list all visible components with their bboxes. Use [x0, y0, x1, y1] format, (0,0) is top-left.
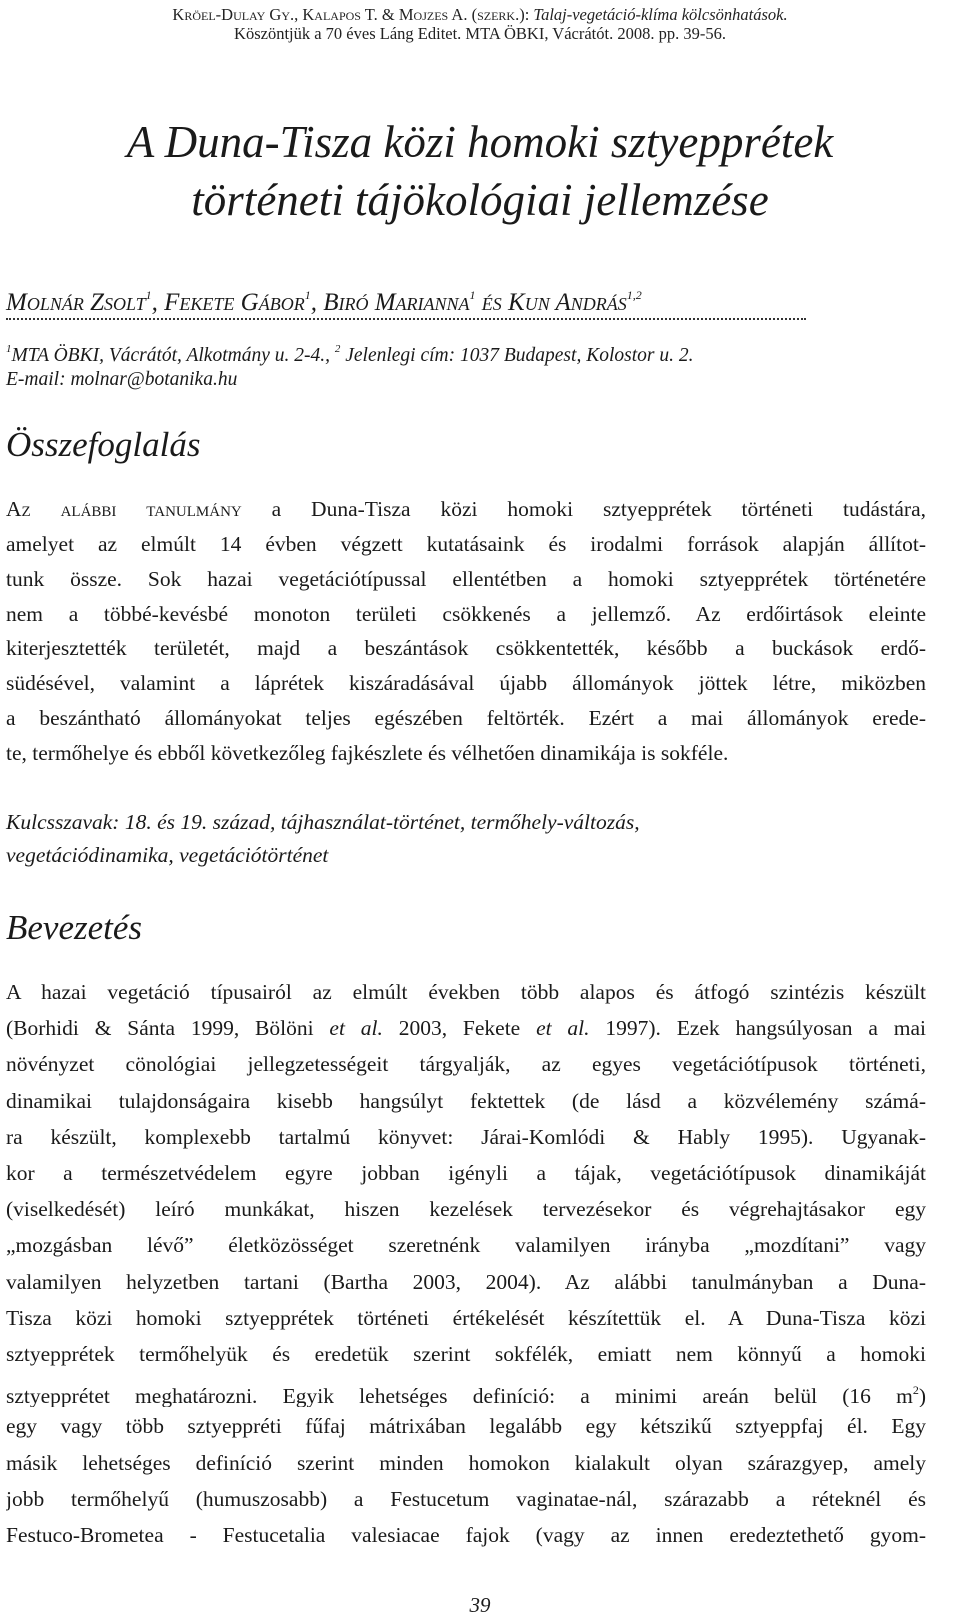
text-line	[6, 701, 926, 735]
text-line	[6, 631, 926, 665]
text-segment: egy vagy több sztyeppréti fűfaj mátrixában legalább egy kétszikű sztyeppfaj él. Egy	[6, 1414, 926, 1439]
text-line	[6, 1409, 926, 1443]
text-line	[6, 1192, 926, 1226]
text-segment: A hazai vegetáció típusairól az elmúlt években több alapos és átfogó szintézis készült	[6, 980, 926, 1004]
text-line	[6, 562, 926, 596]
author-affiliation-marker: 1,2	[626, 288, 642, 302]
text-segment: te, termőhelye és ebből következőleg fajkészlete és vélhetően dinamikája is sokféle.	[6, 740, 729, 765]
keywords-line-1: Kulcsszavak: 18. és 19. század, tájhasználat-történet, termőhely-változás,	[6, 810, 640, 834]
running-header-line-2: Köszöntjük a 70 éves Láng Editet. MTA ÖBKI, Vácrátót. 2008. pp. 39-56.	[234, 24, 726, 43]
text-line	[6, 1156, 926, 1190]
text-line	[6, 1047, 926, 1081]
italic-segment: et al.	[329, 1016, 383, 1041]
introduction-heading: Bevezetés	[6, 908, 143, 947]
text-segment: jobb termőhelyű (humuszosabb) a Festucetum vaginatae-nál, szárazabb a réteknél és	[6, 1486, 926, 1511]
email-address: E-mail: molnar@botanika.hu	[6, 369, 238, 390]
text-segment: südésével, valamint a láprétek kiszáradásával újabb állományok jöttek létre, miközben	[6, 671, 926, 696]
author-affiliation-marker: 1	[145, 288, 152, 302]
text-segment: 1997). Ezek hangsúlyosan a mai	[589, 1016, 926, 1041]
text-segment: sztyepprétek termőhelyük és eredetük szerint sokfélék, emiatt nem könnyű a homoki	[6, 1342, 926, 1366]
text-line	[6, 1482, 926, 1516]
header-editors: Kröel-Dulay Gy., Kalapos T. & Mojzes A. (szerk.):	[172, 5, 530, 24]
text-line	[6, 736, 926, 770]
text-segment: )	[918, 1384, 926, 1408]
text-line	[6, 1228, 926, 1262]
text-line	[6, 975, 926, 1009]
text-line	[6, 1337, 926, 1371]
text-segment: „mozgásban lévő” életközösséget szeretnénk valamilyen irányba „mozdítani” vagy	[6, 1233, 926, 1258]
superscript: 2	[912, 1383, 919, 1398]
text-line	[6, 1265, 926, 1299]
text-segment: dinamikai tulajdonságaira kisebb hangsúlyt fektettek (de lásd a közvélemény számá-	[6, 1088, 926, 1113]
author-name: Fekete Gábor	[164, 289, 305, 316]
text-segment: sztyepprétet meghatározni. Egyik lehetséges definíció: a minimi areán belül (16 m	[6, 1384, 913, 1408]
text-line	[6, 1301, 926, 1335]
text-line	[6, 1446, 926, 1480]
text-segment: növényzet cönológiai jellegzetességeit tárgyalják, az egyes vegetációtípusok történeti,	[6, 1052, 926, 1077]
author-separator: ,	[151, 289, 165, 316]
text-segment: nem a többé-kevésbé monoton területi csökkenés a jellemző. Az erdőirtások eleinte	[6, 601, 926, 626]
running-header-line-1	[0, 5, 960, 25]
affiliation-marker-1: 1	[6, 343, 12, 355]
text-line	[6, 1373, 926, 1407]
author-affiliation-marker: 1	[304, 288, 311, 302]
text-segment: (viselkedését) leíró munkákat, hiszen kezelések tervezésekor és végrehajtásakor egy	[6, 1197, 926, 1222]
text-segment: kor a természetvédelem egyre jobban igényli a tájak, vegetációtípusok dinamikáját	[6, 1161, 926, 1185]
text-line	[6, 1011, 926, 1045]
paper-title-line-1: A Duna-Tisza közi homoki sztyepprétek	[126, 117, 834, 167]
text-segment: amelyet az elmúlt 14 évben végzett kutatásaink és irodalmi források alapján állítot-	[6, 531, 926, 556]
text-segment: (Borhidi & Sánta 1999, Bölöni	[6, 1016, 330, 1041]
text-line	[6, 492, 926, 526]
text-segment: kiterjesztették területét, majd a beszántások csökkentették, később a buckások erdő-	[6, 636, 926, 661]
author-affiliation-marker: 1	[469, 288, 476, 302]
affiliation	[6, 335, 946, 370]
keywords-line-2: vegetációdinamika, vegetációtörténet	[6, 843, 329, 867]
text-segment: a beszántható állományokat teljes egészében feltörték. Ezért a mai állományok erede-	[6, 706, 926, 731]
affiliation-marker-2: 2	[334, 343, 341, 355]
text-segment: tunk össze. Sok hazai vegetációtípussal ellentétben a homoki sztyepprétek történetére	[6, 566, 926, 591]
text-line	[6, 1518, 926, 1552]
text-segment: valamilyen helyzetben tartani (Bartha 2003, 2004). Az alábbi tanulmányban a Duna-	[6, 1269, 926, 1294]
abstract-lead-in: Az alábbi tanulmány	[6, 497, 242, 521]
author-name: Kun András	[508, 289, 627, 316]
text-line	[6, 527, 926, 561]
author-separator: és	[475, 289, 509, 316]
author-name: Biró Marianna	[323, 289, 470, 316]
page-number: 39	[469, 1593, 491, 1617]
text-segment: a Duna-Tisza közi homoki sztyepprétek történeti tudástára,	[241, 497, 926, 521]
text-line	[6, 1120, 926, 1154]
author-name: Molnár Zsolt	[6, 289, 146, 316]
author-separator: ,	[310, 289, 324, 316]
paper-title-line-2: történeti tájökológiai jellemzése	[191, 175, 769, 225]
text-segment: ra készült, komplexebb tartalmú könyvet: Járai-Komlódi & Hably 1995). Ugyanak-	[6, 1124, 926, 1149]
dotted-separator	[6, 318, 806, 320]
text-line	[6, 1084, 926, 1118]
text-segment: másik lehetséges definíció szerint minden homokon kialakult olyan szárazgyep, amely	[6, 1450, 926, 1475]
text-line	[6, 597, 926, 631]
italic-segment: et al.	[536, 1016, 590, 1041]
text-segment: Festuco-Brometea - Festucetalia valesiacae fajok (vagy az innen eredeztethető gyom-	[6, 1523, 926, 1547]
header-book-title: Talaj-vegetáció-klíma kölcsönhatások.	[533, 5, 788, 24]
affiliation-2: Jelenlegi cím: 1037 Budapest, Kolostor u. 2.	[340, 345, 694, 366]
author-list	[6, 280, 946, 318]
text-segment: Tisza közi homoki sztyepprétek történeti értékelését készítettük el. A Duna-Tisza közi	[6, 1305, 926, 1330]
text-line	[6, 666, 926, 700]
text-segment: 2003, Fekete	[382, 1016, 537, 1041]
affiliation-1: MTA ÖBKI, Vácrátót, Alkotmány u. 2-4.,	[11, 345, 335, 366]
abstract-heading: Összefoglalás	[6, 425, 201, 464]
